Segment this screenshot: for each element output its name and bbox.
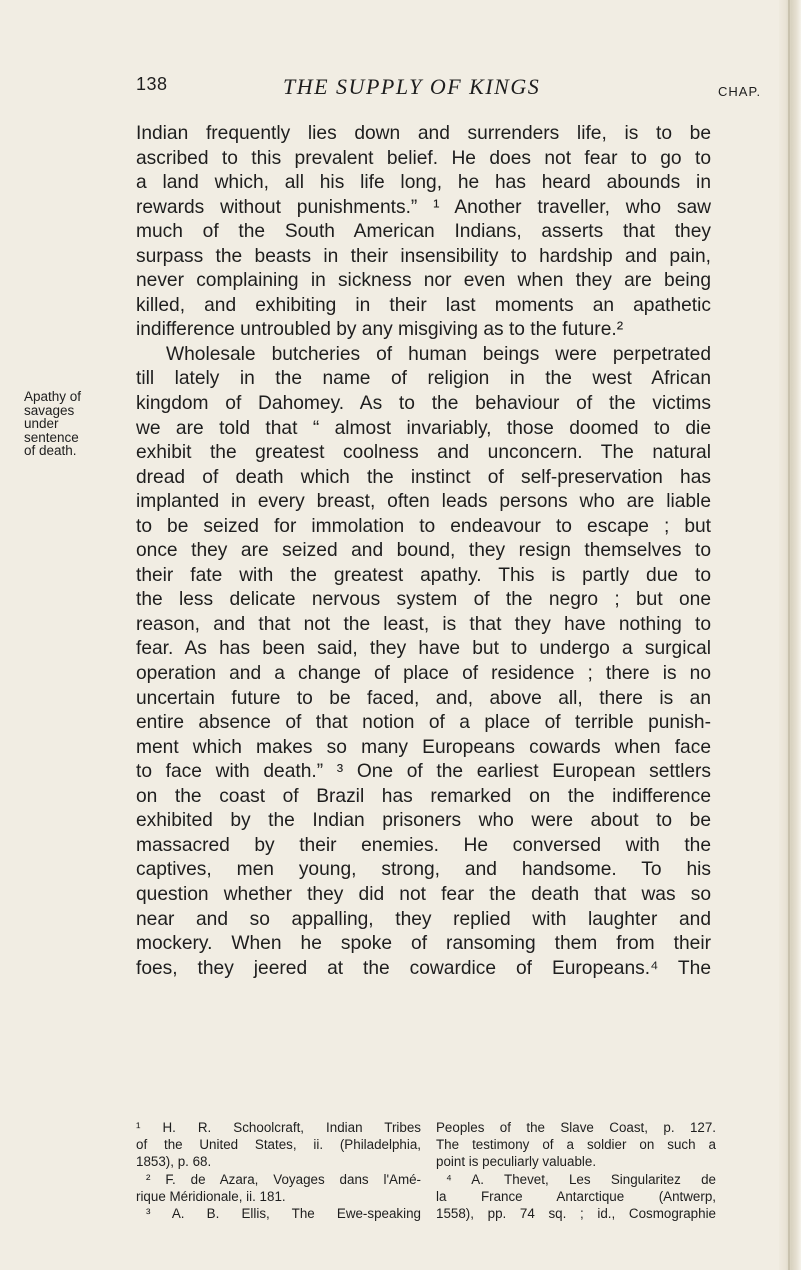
margin-note-line: savages	[24, 402, 75, 418]
footnote-line: 1853), p. 68.	[136, 1154, 212, 1170]
text-line: on the coast of Brazil has remarked on the indifference	[136, 785, 711, 807]
margin-note-line: Apathy of	[24, 389, 82, 404]
footnote-line: point is peculiarly valuable.	[436, 1154, 597, 1170]
text-line: ascribed to this prevalent belief. He does not fear to go to	[136, 147, 711, 169]
text-line: till lately in the name of religion in the west African	[136, 368, 711, 390]
text-line: rewards without punishments.” ¹ Another traveller, who saw	[136, 196, 711, 218]
text-line: their fate with the greatest apathy. This is partly due to	[136, 564, 711, 586]
margin-note-line: under	[24, 416, 59, 431]
chapter-label: CHAP.	[718, 84, 762, 99]
footnote-line: rique Méridionale, ii. 181.	[136, 1188, 286, 1204]
text-line: indifference untroubled by any misgiving as to the future.²	[136, 319, 624, 341]
text-line: exhibited by the Indian prisoners who were about to be	[136, 810, 711, 832]
footnote-line: 1558), pp. 74 sq. ; id., Cosmographie	[436, 1205, 716, 1221]
footnote-line: The testimony of a soldier on such a	[436, 1137, 716, 1153]
text-line: massacred by their enemies. He conversed with the	[136, 834, 711, 856]
footnote-line: Peoples of the Slave Coast, p. 127.	[436, 1120, 716, 1135]
text-line: surpass the beasts in their insensibility to hardship and pain,	[136, 245, 711, 267]
text-line: implanted in every breast, often leads persons who are liable	[136, 491, 711, 513]
text-line: to be seized for immolation to endeavour to escape ; but	[136, 515, 711, 537]
text-line: uncertain future to be faced, and, above all, there is an	[136, 687, 711, 709]
text-line: operation and a change of place of residence ; there is no	[136, 663, 711, 685]
text-line: kingdom of Dahomey. As to the behaviour of the victims	[136, 393, 711, 415]
page-number: 138	[136, 74, 168, 94]
text-line: a land which, all his life long, he has heard abounds in	[136, 172, 711, 194]
footnotes-right-column	[436, 1119, 716, 1222]
margin-note-line: of death.	[24, 443, 77, 458]
text-line: to face with death.” ³ One of the earliest European settlers	[136, 761, 711, 783]
text-line: never complaining in sickness nor even when they are being	[136, 270, 711, 292]
margin-note-line: sentence	[24, 429, 79, 445]
footnote-line: ³ A. B. Ellis, The Ewe-speaking	[146, 1205, 421, 1221]
footnotes	[136, 1119, 716, 1239]
text-line: the less delicate nervous system of the negro ; but one	[136, 589, 711, 611]
text-line: we are told that “ almost invariably, those doomed to die	[136, 417, 711, 439]
text-line: once they are seized and bound, they resign themselves to	[136, 540, 711, 562]
text-line: entire absence of that notion of a place of terrible punish-	[136, 712, 711, 734]
margin-note	[24, 390, 134, 458]
text-line: fear. As has been said, they have but to undergo a surgical	[136, 638, 711, 660]
footnote-line: ² F. de Azara, Voyages dans l'Amé-	[146, 1171, 421, 1187]
running-head: THE SUPPLY OF KINGS	[283, 74, 541, 99]
text-line: question whether they did not fear the death that was so	[136, 883, 711, 905]
page-header	[0, 74, 801, 104]
footnote-line: ⁴ A. Thevet, Les Singularitez de	[446, 1171, 716, 1187]
footnote-line: la France Antarctique (Antwerp,	[436, 1188, 716, 1204]
footnote-line: ¹ H. R. Schoolcraft, Indian Tribes	[136, 1120, 421, 1135]
text-line: dread of death which the instinct of self-preservation has	[136, 466, 711, 488]
page-edge	[779, 0, 801, 1270]
edge-line	[788, 0, 790, 1270]
text-line: much of the South American Indians, asserts that they	[136, 221, 711, 243]
footnotes-left-column	[136, 1119, 421, 1222]
text-line: Wholesale butcheries of human beings were perpetrated	[166, 343, 711, 365]
text-line: reason, and that not the least, is that they have nothing to	[136, 613, 711, 635]
text-line: Indian frequently lies down and surrenders life, is to be	[136, 123, 711, 144]
text-line: killed, and exhibiting in their last moments an apathetic	[136, 294, 711, 316]
footnote-line: of the United States, ii. (Philadelphia,	[136, 1137, 421, 1153]
text-line: near and so appalling, they replied with laughter and	[136, 908, 711, 930]
body-text	[136, 122, 711, 981]
text-line: ment which makes so many Europeans cowards when face	[136, 736, 711, 758]
text-line: exhibit the greatest coolness and unconcern. The natural	[136, 442, 711, 464]
text-line: mockery. When he spoke of ransoming them from their	[136, 933, 711, 955]
text-line: captives, men young, strong, and handsome. To his	[136, 859, 711, 881]
text-line: foes, they jeered at the cowardice of Europeans.⁴ The	[136, 957, 711, 979]
